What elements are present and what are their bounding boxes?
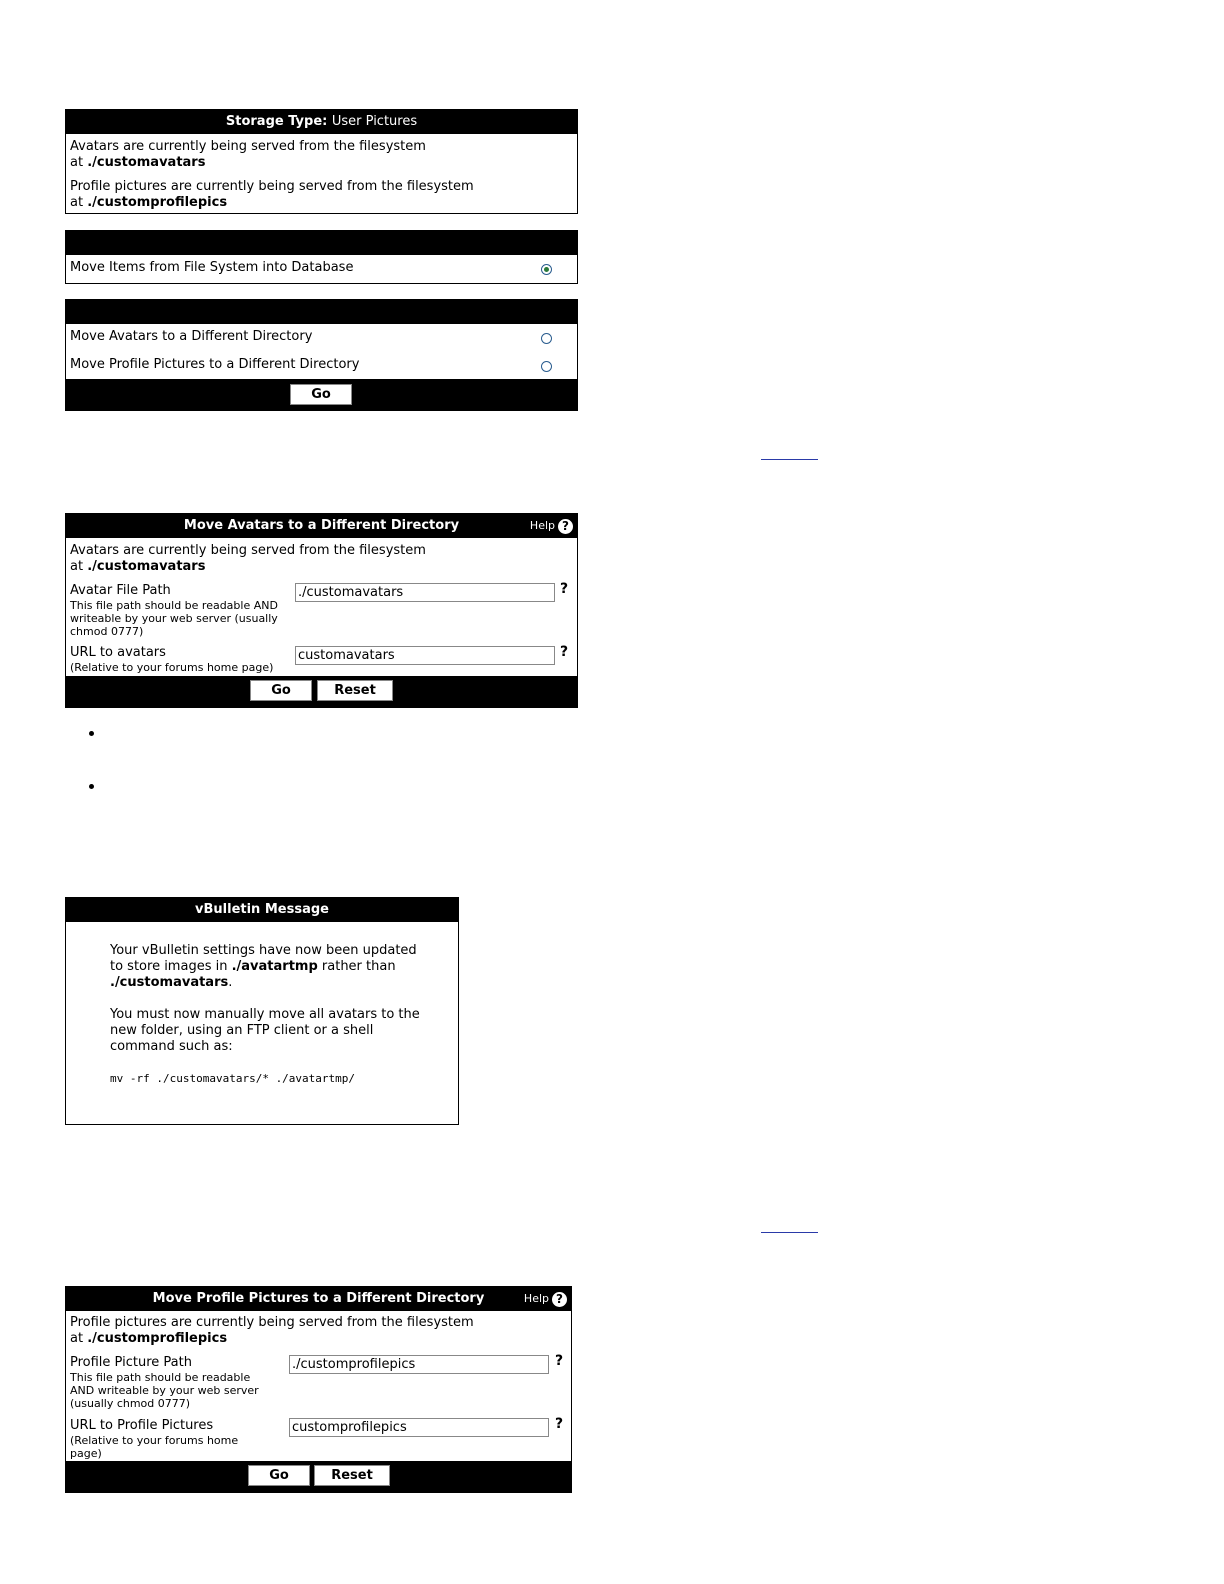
profile-path-label: Profile Picture Path (70, 1355, 192, 1370)
message-new-path: ./avatartmp (231, 959, 318, 974)
move-avatars-radio[interactable] (541, 333, 552, 344)
storage-type-panel (65, 109, 578, 214)
avatar-url-description: (Relative to your forums home page) (70, 661, 274, 674)
profile-form-status (70, 1315, 567, 1347)
move-to-database-header (66, 231, 577, 255)
list-bullet (89, 731, 94, 736)
help-icon[interactable]: ? (558, 519, 573, 534)
move-avatars-form (65, 513, 578, 708)
move-avatars-option-label: Move Avatars to a Different Directory (70, 329, 313, 344)
move-directory-go-button[interactable]: Go (290, 384, 352, 405)
avatar-url-input[interactable] (295, 646, 555, 665)
profile-status-at: at (70, 195, 84, 210)
profile-path-help-icon[interactable]: ? (555, 1353, 564, 1369)
profile-status-text: Profile pictures are currently being served from the filesystem (70, 179, 474, 194)
message-p1-end: . (228, 975, 233, 990)
profile-url-label-block (70, 1418, 255, 1460)
move-avatars-form-header (66, 514, 577, 538)
help-link[interactable] (530, 514, 573, 538)
profile-form-status-path: ./customprofilepics (87, 1331, 228, 1346)
storage-type-header (66, 110, 577, 134)
avatar-path-input[interactable] (295, 583, 555, 602)
avatars-form-footer (66, 676, 577, 707)
message-old-path: ./customavatars (110, 975, 229, 990)
avatar-url-help-icon[interactable]: ? (560, 644, 569, 660)
message-paragraph-1 (110, 943, 430, 991)
avatar-path-description: This file path should be readable AND writeable by your web server (usually chmod 0777) (70, 599, 278, 638)
avatar-url-label-block (70, 645, 295, 674)
move-profile-form-title: Move Profile Pictures to a Different Directory (152, 1291, 485, 1306)
profile-reset-button[interactable]: Reset (314, 1465, 390, 1486)
profile-url-input[interactable] (289, 1418, 549, 1437)
avatar-path-label-block (70, 583, 290, 638)
help-link[interactable] (524, 1287, 567, 1311)
message-paragraph-2: You must now manually move all avatars to the new folder, using an FTP client or a shell command such as: (110, 1007, 420, 1054)
avatar-path-help-icon[interactable]: ? (560, 581, 569, 597)
storage-type-label: Storage Type: (225, 114, 328, 129)
message-command: mv -rf ./customavatars/* ./avatartmp/ (110, 1072, 356, 1085)
profile-url-label: URL to Profile Pictures (70, 1418, 214, 1433)
avatars-reset-button[interactable]: Reset (317, 680, 393, 701)
move-profile-option-label: Move Profile Pictures to a Different Directory (70, 357, 360, 372)
avatars-status-path: ./customavatars (87, 155, 206, 170)
message-p1-text-b: rather than (321, 959, 396, 974)
move-directory-panel (65, 299, 578, 411)
move-to-database-radio[interactable] (541, 264, 552, 275)
move-profile-form (65, 1286, 572, 1493)
message-p1-text-a: Your vBulletin settings have now been updated to store images in (110, 943, 417, 974)
move-directory-footer (66, 379, 577, 410)
profile-form-footer (66, 1461, 571, 1492)
vbulletin-message-title: vBulletin Message (66, 898, 458, 922)
profile-storage-status (70, 179, 573, 211)
avatars-form-status-text: Avatars are currently being served from the filesystem (70, 543, 426, 558)
vbulletin-message-box (65, 897, 459, 1125)
inline-link[interactable] (761, 1232, 818, 1233)
avatars-status-text: Avatars are currently being served from the filesystem (70, 139, 426, 154)
avatars-status-at: at (70, 155, 84, 170)
profile-path-description: This file path should be readable AND writeable by your web server (usually chmod 0777) (70, 1371, 259, 1410)
help-icon[interactable]: ? (552, 1292, 567, 1307)
avatars-storage-status (70, 139, 573, 171)
profile-form-status-at: at (70, 1331, 84, 1346)
list-bullet (89, 784, 94, 789)
move-profile-form-header (66, 1287, 571, 1311)
avatars-go-button[interactable]: Go (250, 680, 312, 701)
profile-status-path: ./customprofilepics (87, 195, 228, 210)
help-label: Help (529, 519, 555, 532)
move-avatars-form-title: Move Avatars to a Different Directory (183, 518, 460, 533)
avatars-form-status (70, 543, 573, 575)
profile-path-input[interactable] (289, 1355, 549, 1374)
avatar-path-label: Avatar File Path (70, 583, 171, 598)
profile-go-button[interactable]: Go (248, 1465, 310, 1486)
move-to-database-panel (65, 230, 578, 284)
avatars-form-status-path: ./customavatars (87, 559, 206, 574)
avatars-form-status-at: at (70, 559, 84, 574)
help-label: Help (523, 1292, 549, 1305)
profile-url-help-icon[interactable]: ? (555, 1416, 564, 1432)
storage-type-value: User Pictures (331, 114, 418, 129)
inline-link[interactable] (761, 459, 818, 460)
profile-form-status-text: Profile pictures are currently being served from the filesystem (70, 1315, 474, 1330)
move-to-database-label: Move Items from File System into Database (70, 260, 354, 275)
move-directory-header (66, 300, 577, 324)
profile-url-description: (Relative to your forums home page) (70, 1434, 239, 1460)
avatar-url-label: URL to avatars (70, 645, 166, 660)
profile-path-label-block (70, 1355, 275, 1410)
move-profile-radio[interactable] (541, 361, 552, 372)
